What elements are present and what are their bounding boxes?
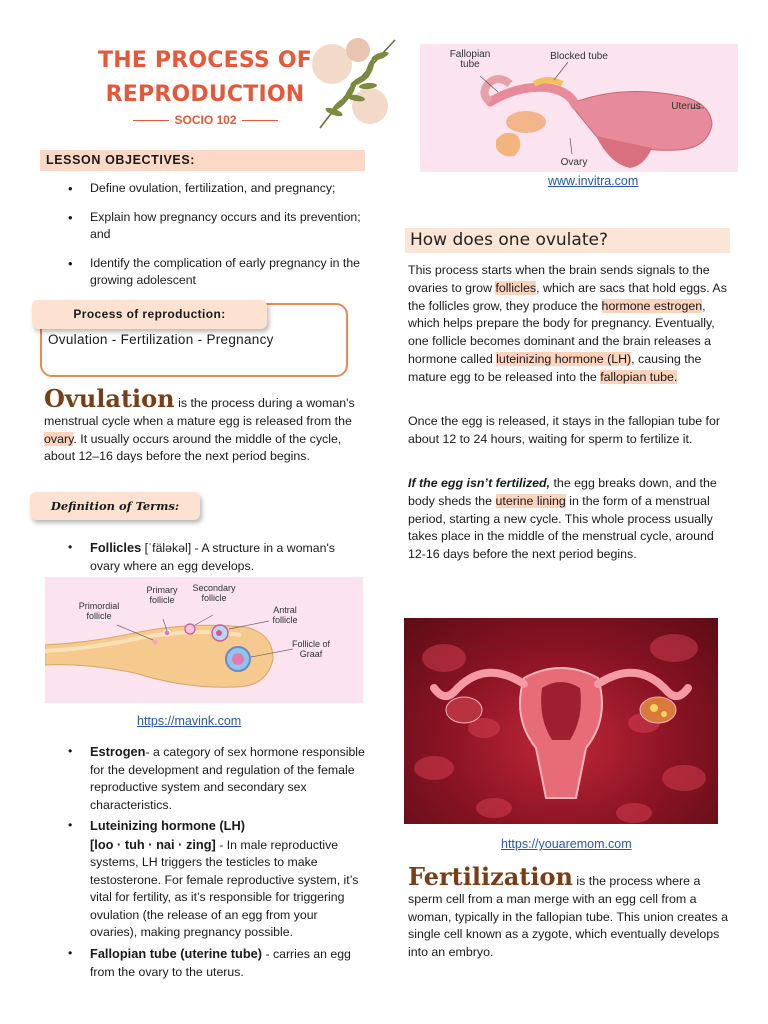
term-name: Estrogen <box>90 744 146 759</box>
follicles-highlight: follicles <box>495 280 537 295</box>
ovulate-heading: How does one ovulate? <box>405 228 730 253</box>
term-description: - A structure in a woman's ovary where an egg develops. <box>90 541 335 573</box>
ovary-highlight: ovary <box>44 431 74 446</box>
term-estrogen <box>68 743 368 814</box>
lh-highlight: luteinizing hormone (LH) <box>496 351 632 366</box>
fertilization-text: is the process where a sperm cell from a man merge with an egg cell from a woman, typically in the fallopian tube. This union creates a single cell known as a zygote, which eventually develops into an embryo. <box>408 874 729 960</box>
estrogen-highlight: hormone estrogen <box>601 298 703 313</box>
uterine-lining-highlight: uterine lining <box>495 493 566 508</box>
mavink-source-link[interactable]: https://mavink.com <box>137 714 242 728</box>
term-pronunciation: [loo · tuh · nai · zing] <box>90 836 216 852</box>
ovulation-section <box>44 384 364 466</box>
page-title <box>60 44 350 112</box>
ovulate-paragraph-3 <box>408 475 730 564</box>
fallopian-highlight: fallopian tube. <box>600 369 678 384</box>
term-follicles <box>68 539 368 575</box>
unfertilized-lead: If the egg isn’t fertilized, <box>408 476 551 490</box>
label-antral-follicle: Antral follicle <box>272 605 298 625</box>
label-ovary: Ovary <box>560 157 588 168</box>
term-description: - a category of sex hormone responsible for the development and regulation of the female reproductive system and secondary sex characteristics. <box>90 745 365 812</box>
label-blocked-tube: Blocked tube <box>550 51 608 62</box>
ovulate-paragraph-1 <box>408 262 730 387</box>
term-name: Follicles <box>90 540 142 555</box>
process-tab: Process of reproduction: <box>32 300 267 329</box>
objectives-list <box>68 180 368 301</box>
label-primordial-follicle: Primordial follicle <box>78 601 120 621</box>
label-fallopian-tube: Fallopian tube <box>449 49 491 70</box>
course-subtitle <box>128 113 283 127</box>
label-uterus: Uterus <box>671 101 701 112</box>
ovulate-text: , causing the mature egg to be released into the <box>408 351 702 384</box>
ovulate-text: the egg breaks down, and the body sheds the <box>408 476 717 508</box>
ovulate-text: in the form of a menstrual period, starting a new cycle. This whole process usually takes place in the middle of the menstrual cycle, around 12-16 days before the next period begins. <box>408 493 714 562</box>
ovulate-paragraph-2: Once the egg is released, it stays in the fallopian tube for about 12 to 24 hours, waiting for sperm to fertilize it. <box>408 414 721 446</box>
term-name: Fallopian tube (uterine tube) <box>90 946 263 961</box>
fallopian-tube-diagram <box>420 44 738 172</box>
term-description: - In male reproductive systems, LH triggers the testicles to make testosterone. For female reproductive system, it’s vital for fertility, as it’s responsible for triggering ovulation (the release of an egg from your ovaries), making pregnancy possible. <box>90 837 359 939</box>
objectives-heading: LESSON OBJECTIVES: <box>40 150 365 171</box>
invitra-source-link[interactable]: www.invitra.com <box>548 174 639 188</box>
ovulation-heading: Ovulation <box>44 384 175 413</box>
ovulate-text: , which helps prepare the body for pregnancy. Eventually, one follicle becomes dominant and the brain releases a hormone called <box>408 298 715 366</box>
objective-item: • Identify the complication of early pregnancy in the growing adolescent <box>68 255 368 290</box>
follicle-diagram <box>45 577 363 703</box>
title-line-1: THE PROCESS OF <box>98 48 312 73</box>
label-primary-follicle: Primary follicle <box>146 585 178 605</box>
fertilization-heading: Fertilization <box>408 862 573 891</box>
term-name: Luteinizing hormone (LH) <box>90 818 245 833</box>
label-follicle-of-graaf: Follicle of Graaf <box>291 639 330 659</box>
objective-item: • Explain how pregnancy occurs and its prevention; and <box>68 209 368 244</box>
title-line-2: REPRODUCTION <box>105 82 305 107</box>
term-luteinizing-hormone <box>68 817 368 942</box>
objective-item: • Define ovulation, fertilization, and pregnancy; <box>68 180 368 198</box>
ovulate-text: This process starts when the brain sends signals to the ovaries to grow <box>408 263 710 295</box>
uterus-illustration <box>404 618 718 824</box>
ovulation-text-b: . It usually occurs around the middle of the cycle, about 12–16 days before the next period begins. <box>44 431 342 464</box>
fertilization-section <box>408 862 730 962</box>
term-description: - carries an egg from the ovary to the uterus. <box>90 947 351 979</box>
term-fallopian-tube <box>68 945 368 981</box>
label-secondary-follicle: Secondary follicle <box>192 583 236 603</box>
uterus-photo <box>404 618 718 824</box>
process-steps: Ovulation - Fertilization - Pregnancy <box>48 332 274 347</box>
definitions-tab: Definition of Terms: <box>30 492 200 520</box>
youaremom-source-link[interactable]: https://youaremom.com <box>501 837 632 851</box>
ovulation-text-a: is the process during a woman's menstrual cycle when a mature egg is released from the <box>44 396 355 428</box>
ovulate-text: , which are sacs that hold eggs. As the follicles grow, they produce the <box>408 280 727 313</box>
course-code: SOCIO 102 <box>174 113 237 127</box>
term-pronunciation: [ˈfäləkəl] <box>144 541 192 555</box>
